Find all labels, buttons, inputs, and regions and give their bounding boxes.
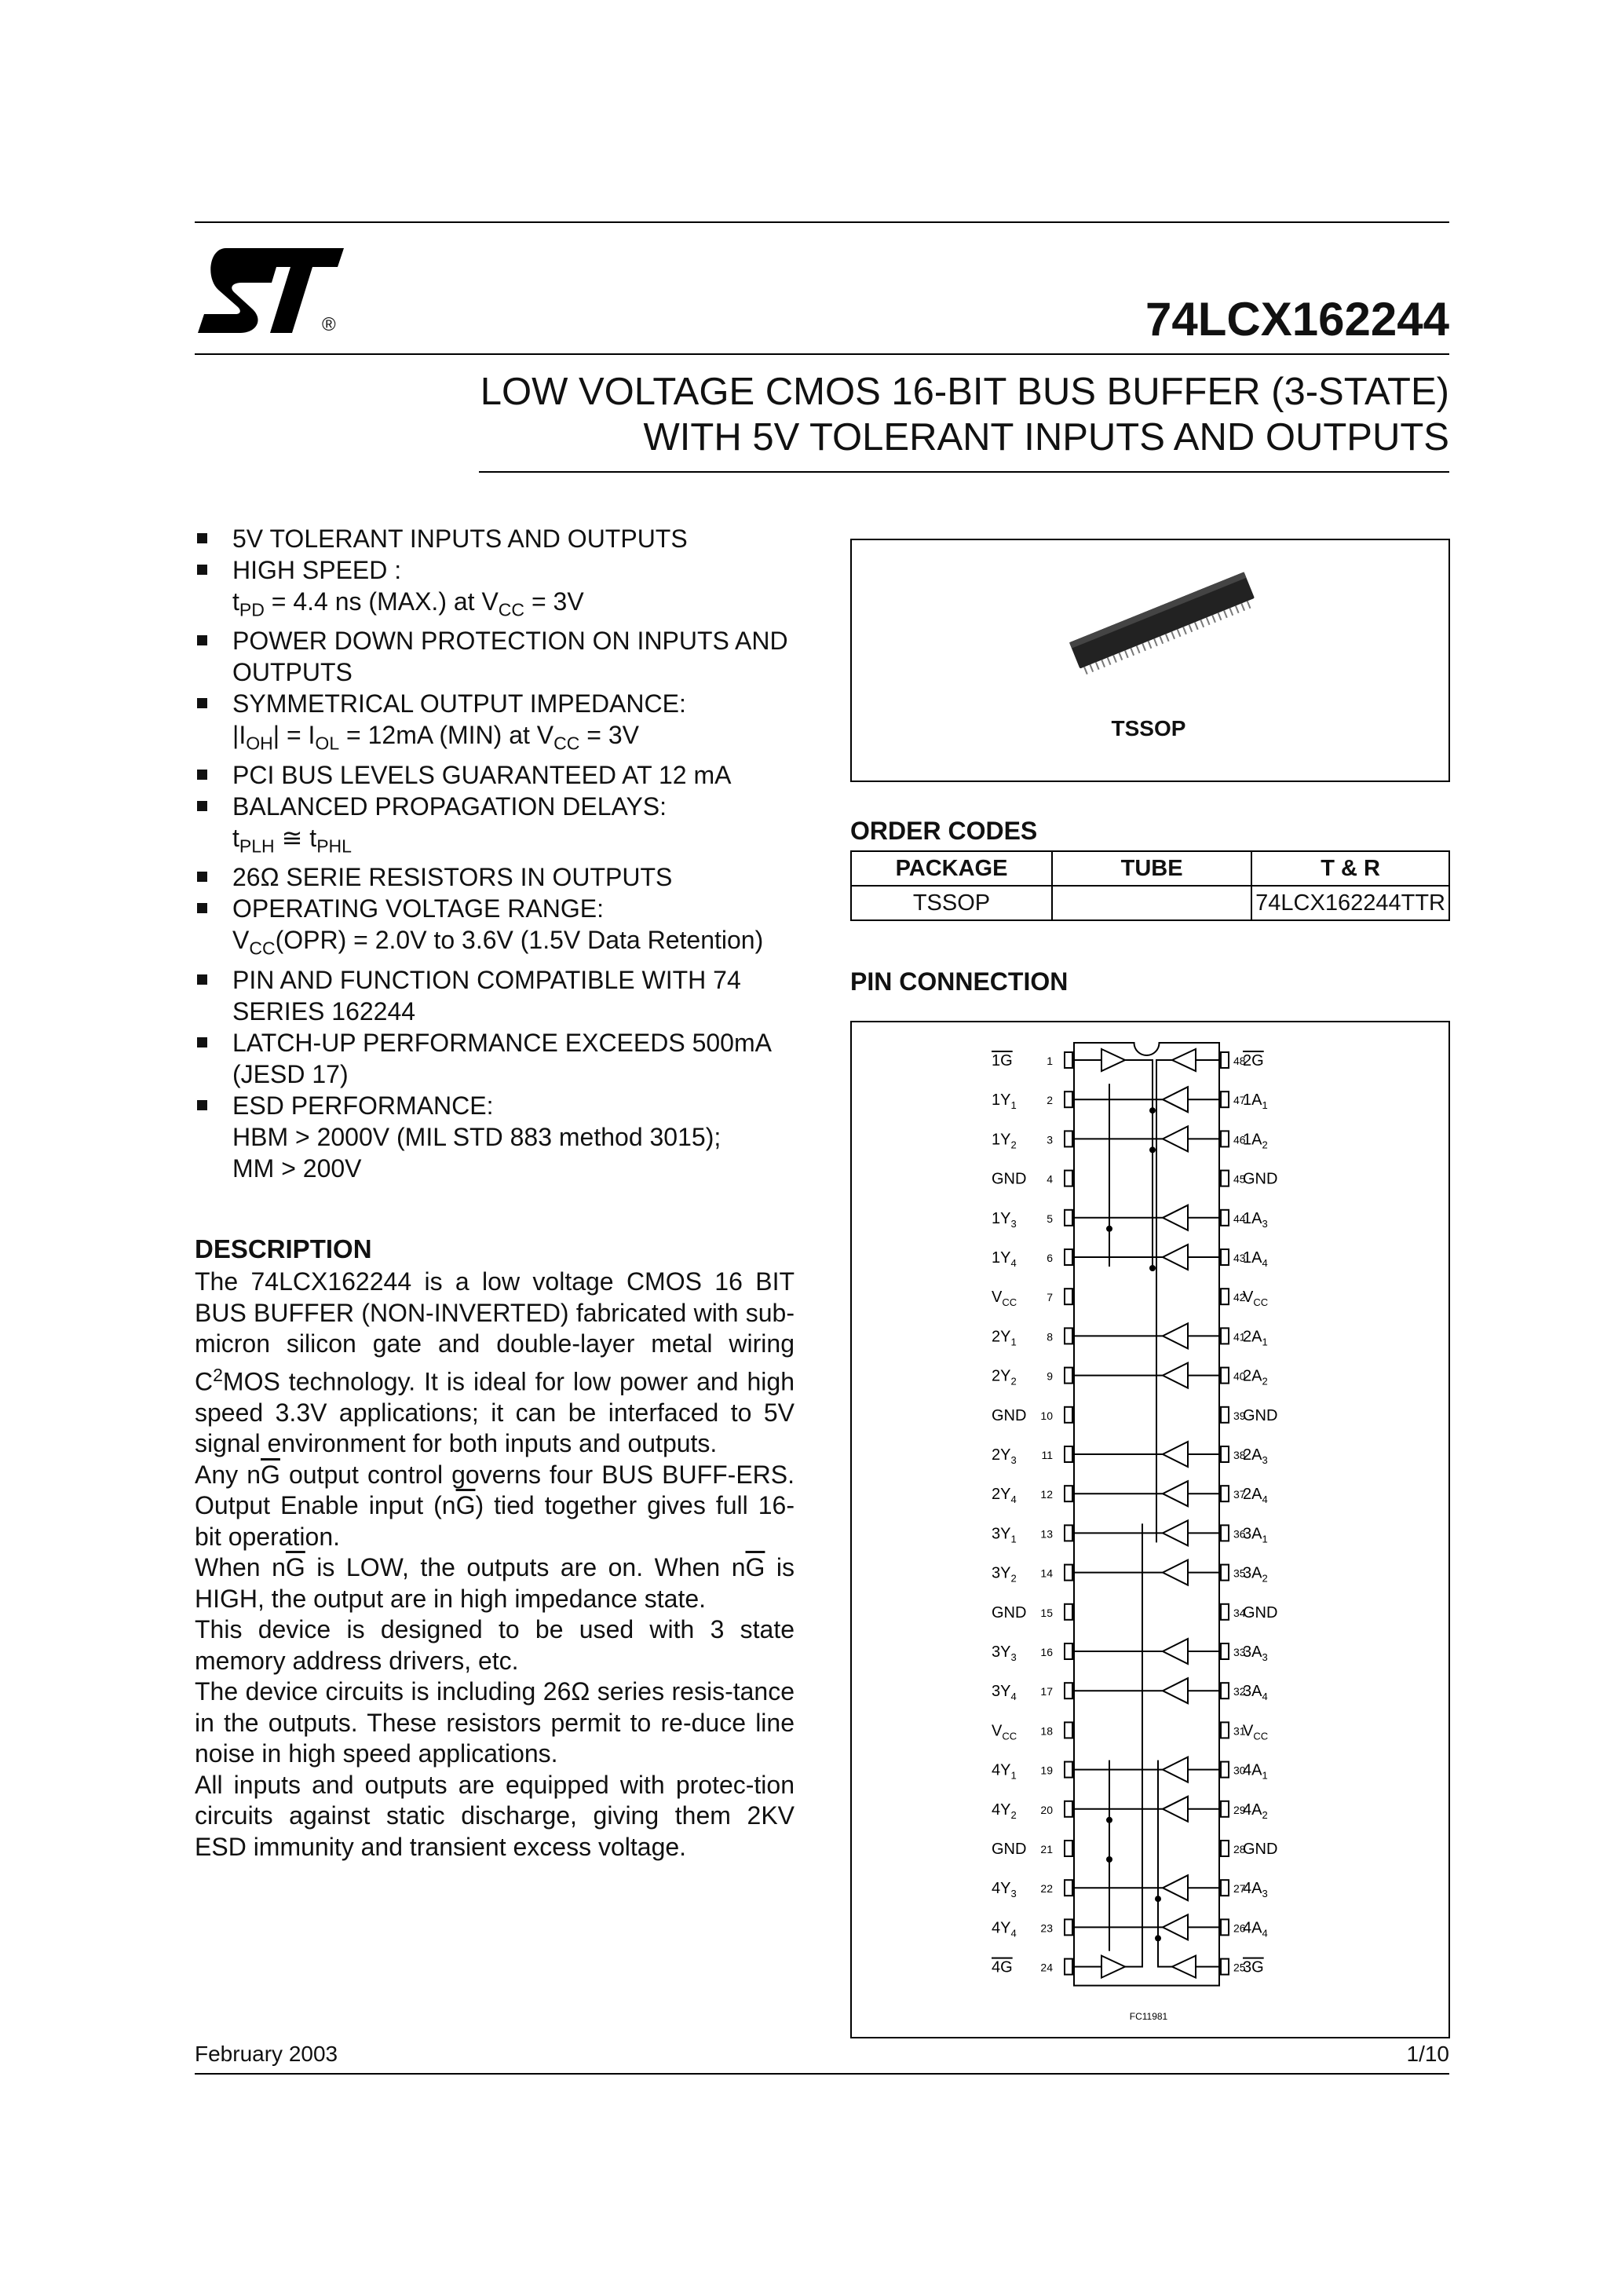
feature-impedance-detail: $|I_{OH}| = I_{OL} = 12mA$ (MIN) at $V_{CC} = 3V$ (232, 721, 639, 754)
pin-number: 34 (1233, 1606, 1246, 1619)
pin-number: 3 (1047, 1133, 1053, 1146)
footer-date: February 2003 (195, 2042, 338, 2066)
pin-tab-right (1221, 1328, 1229, 1344)
pin-tab-right (1221, 1525, 1229, 1541)
pin-connection-diagram (850, 1021, 1448, 2037)
pin-tab-left (1065, 1565, 1072, 1581)
feature-delay-detail: $t_{PLH}$ ≅ $t_{PHL}$ (232, 823, 352, 857)
pin-label: $V_{CC}$ (1243, 1289, 1269, 1309)
pin-number: 33 (1233, 1646, 1246, 1658)
pin-number: 14 (1040, 1567, 1053, 1580)
buffer-gate (1074, 1875, 1219, 1900)
registered-mark: ® (322, 314, 336, 335)
pin-tab-left (1065, 1683, 1072, 1698)
package-label: TSSOP (1111, 716, 1186, 740)
subtitle (298, 369, 1449, 460)
pin-label: $V_{CC}$ (992, 1289, 1017, 1309)
pin-label: $V_{CC}$ (992, 1722, 1017, 1742)
feature-esd-mm: MM > 200V (232, 1153, 362, 1183)
pin-label: $3A_3$ (1243, 1643, 1268, 1663)
pin-label: $3Y_2$ (992, 1564, 1017, 1585)
pin-label: $2A_3$ (1243, 1446, 1268, 1466)
enable-line-group2 (1156, 1060, 1172, 1542)
table-cell (1052, 886, 1251, 920)
description-paragraph: The 74LCX162244 is a low voltage CMOS 16 BIT BUS BUFFER (NON-INVERTED) fabricated with sub-micron silicon gate and double-layer metal wiring $C^2MOS$ technology. It is ideal for low power and high speed 3.3V applications; it can be interfaced to 5V signal environment for both inputs and outputs. (195, 1267, 795, 1458)
pin-tab-left (1065, 1722, 1072, 1738)
enable-driver-1g (1074, 1049, 1125, 1071)
pin-tab-right (1221, 1841, 1229, 1856)
pin-number: 4 (1047, 1172, 1053, 1186)
feature-list (195, 523, 791, 1184)
enable-line-group4 (1109, 1760, 1172, 1967)
pin-label: $4A_2$ (1243, 1801, 1268, 1821)
pin-number: 13 (1040, 1527, 1053, 1541)
pin-tab-right (1221, 1762, 1229, 1778)
pin-number: 36 (1233, 1527, 1246, 1541)
enable-driver-4g (1074, 1956, 1125, 1978)
pin-label: $V_{CC}$ (1243, 1722, 1269, 1742)
pin-tab-left (1065, 1604, 1072, 1620)
top-rule (195, 221, 1449, 223)
pin-tab-right (1221, 1919, 1229, 1935)
feature-item: POWER DOWN PROTECTION ON INPUTS AND OUTPUTS (195, 625, 791, 688)
description-body (195, 1267, 795, 1863)
pin-label: 4G (992, 1958, 1013, 1976)
pin-tab-right (1221, 1210, 1229, 1226)
pin-label: $3Y_3$ (992, 1643, 1017, 1663)
enable-line-group3 (1125, 1523, 1142, 1966)
pin-tab-right (1221, 1446, 1229, 1462)
pin-tab-right (1221, 1486, 1229, 1501)
pin-tab-left (1065, 1446, 1072, 1462)
pin-label: GND (992, 1406, 1027, 1424)
pin-label: $4A_1$ (1243, 1761, 1268, 1782)
pin-label: $3A_4$ (1243, 1683, 1268, 1703)
junction-dot (1149, 1146, 1156, 1153)
pin-number: 23 (1040, 1921, 1053, 1935)
pin-tab-right (1221, 1565, 1229, 1581)
pin-label: $1Y_1$ (992, 1091, 1017, 1112)
pin-number: 37 (1233, 1488, 1246, 1501)
pin-label: $2Y_3$ (992, 1446, 1017, 1466)
pin-label: $4Y_1$ (992, 1761, 1017, 1782)
pin-label: $2Y_2$ (992, 1367, 1017, 1387)
feature-item: ESD PERFORMANCE: HBM > 2000V (MIL STD 883 method 3015); MM > 200V (195, 1090, 791, 1184)
pin-label: $2A_1$ (1243, 1328, 1268, 1348)
enable-driver-3g (1172, 1956, 1219, 1978)
table-cell: 74LCX162244TTR (1251, 886, 1449, 920)
buffer-gate (1074, 1520, 1219, 1545)
pin-tab-right (1221, 1289, 1229, 1304)
pin-tab-left (1065, 1486, 1072, 1501)
buffer-gate (1074, 1678, 1219, 1703)
pin-tab-right (1221, 1131, 1229, 1146)
pin-label: GND (1243, 1841, 1278, 1858)
pin-number: 29 (1233, 1803, 1246, 1816)
order-codes-heading: ORDER CODES (850, 817, 1038, 845)
buffer-gate (1074, 1560, 1219, 1585)
title-rule (195, 353, 1449, 355)
pin-tab-right (1221, 1683, 1229, 1698)
pin-label: $3A_2$ (1243, 1564, 1268, 1585)
column-header: PACKAGE (851, 851, 1052, 886)
pin-number: 38 (1233, 1449, 1246, 1461)
pin-number: 17 (1040, 1685, 1053, 1698)
pin-number: 48 (1233, 1055, 1246, 1067)
pin-label: GND (992, 1603, 1027, 1621)
pin-number: 32 (1233, 1685, 1246, 1698)
description-paragraph: All inputs and outputs are equipped with protec-tion circuits against static discharge, giving them 2KV ESD immunity and transient excess voltage. (195, 1770, 795, 1861)
description-heading: DESCRIPTION (195, 1234, 372, 1263)
pin-label: 2G (1243, 1052, 1264, 1069)
pin-number: 42 (1233, 1291, 1246, 1304)
description-paragraph: Any $n\overline{G}$ output control governs four BUS BUFF-ERS. Output Enable input $(n\overline{G})$ tied together gives full 16-bit operation. (195, 1460, 795, 1551)
buffer-gate (1074, 1481, 1219, 1506)
pin-number: 19 (1040, 1764, 1053, 1777)
pin-tab-right (1221, 1249, 1229, 1265)
subtitle-rule (479, 471, 1449, 473)
subtitle-line-1: LOW VOLTAGE CMOS 16-BIT BUS BUFFER (3-STATE) (480, 371, 1449, 413)
pin-tab-left (1065, 1131, 1072, 1146)
buffer-gate (1074, 1205, 1219, 1230)
pin-label: $1Y_2$ (992, 1131, 1017, 1151)
junction-dot (1149, 1265, 1156, 1271)
buffer-gate (1074, 1126, 1219, 1151)
pin-tab-right (1221, 1959, 1229, 1975)
pin-tab-right (1221, 1052, 1229, 1068)
pin-label: $1A_1$ (1243, 1091, 1268, 1112)
pin-tab-left (1065, 1880, 1072, 1896)
pin-tab-right (1221, 1722, 1229, 1738)
pin-number: 18 (1040, 1724, 1053, 1738)
page-number: 1/10 (1406, 2042, 1449, 2066)
pin-number: 35 (1233, 1567, 1246, 1580)
pin-number: 26 (1233, 1921, 1246, 1935)
pin-number: 47 (1233, 1094, 1246, 1107)
pin-label: $4Y_4$ (992, 1919, 1017, 1940)
pin-number: 28 (1233, 1843, 1246, 1855)
footer-rule (195, 2073, 1449, 2075)
buffer-gate (1074, 1087, 1219, 1112)
buffer-gate (1074, 1323, 1219, 1348)
pin-label: $1A_2$ (1243, 1131, 1268, 1151)
pin-tab-right (1221, 1643, 1229, 1659)
pin-label: GND (1243, 1170, 1278, 1188)
pin-number: 22 (1040, 1882, 1053, 1896)
pin-number: 20 (1040, 1803, 1053, 1816)
pin-label: $3Y_4$ (992, 1683, 1017, 1703)
pin-label: $3A_1$ (1243, 1525, 1268, 1545)
pin-number: 31 (1233, 1724, 1246, 1738)
pin-connection-heading: PIN CONNECTION (850, 967, 1069, 996)
buffer-gate (1074, 1442, 1219, 1467)
feature-item: 5V TOLERANT INPUTS AND OUTPUTS (195, 523, 791, 554)
pin-label: $2Y_4$ (992, 1486, 1017, 1506)
pin-number: 2 (1047, 1094, 1053, 1107)
pin-tab-left (1065, 1171, 1072, 1186)
pin-tab-left (1065, 1525, 1072, 1541)
pin-label: $1Y_4$ (992, 1249, 1017, 1269)
pin-number: 46 (1233, 1133, 1246, 1146)
pin-label: $1A_4$ (1243, 1249, 1268, 1269)
pin-label: 1G (992, 1052, 1013, 1069)
pin-tab-left (1065, 1052, 1072, 1068)
column-header: T & R (1251, 851, 1449, 886)
pin-label: 3G (1243, 1958, 1264, 1976)
pin-label: $2A_2$ (1243, 1367, 1268, 1387)
pin-number: 11 (1041, 1449, 1053, 1461)
pin-label: GND (1243, 1406, 1278, 1424)
enable-driver-2g (1172, 1049, 1219, 1071)
buffer-gate (1074, 1797, 1219, 1822)
pin-number: 40 (1233, 1369, 1246, 1383)
pin-label: $4A_3$ (1243, 1880, 1268, 1900)
pin-label: $2A_4$ (1243, 1486, 1268, 1506)
enable-line-group1 (1109, 1060, 1153, 1267)
pin-number: 9 (1047, 1369, 1053, 1383)
pin-tab-right (1221, 1880, 1229, 1896)
pin-tab-right (1221, 1604, 1229, 1620)
table-header-row (851, 851, 1449, 886)
junction-dot (1106, 1226, 1112, 1232)
table-row (851, 886, 1449, 920)
feature-item: PIN AND FUNCTION COMPATIBLE WITH 74 SERIES 162244 (195, 964, 791, 1027)
pin-tab-left (1065, 1841, 1072, 1856)
pin-number: 5 (1047, 1212, 1053, 1225)
pin-number: 16 (1040, 1646, 1053, 1658)
pin-number: 43 (1233, 1252, 1246, 1264)
feature-item: LATCH-UP PERFORMANCE EXCEEDS 500mA (JESD 17) (195, 1027, 791, 1090)
pin-number: 1 (1047, 1055, 1053, 1067)
junction-dot (1155, 1896, 1161, 1902)
order-codes-table (850, 850, 1450, 921)
feature-item: OPERATING VOLTAGE RANGE: $V_{CC}(OPR) = 2.0V$ to 3.6V (1.5V Data Retention) (195, 893, 791, 963)
pin-tab-right (1221, 1171, 1229, 1186)
junction-dot (1149, 1107, 1156, 1113)
description-paragraph: The device circuits is including 26Ω series resis-tance in the outputs. These resistors permit to re-duce line noise in high speed applications. (195, 1677, 795, 1768)
buffer-gate (1074, 1639, 1219, 1664)
buffer-gate (1074, 1914, 1219, 1940)
description-paragraph: When $n\overline{G}$ is LOW, the outputs are on. When $n\overline{G}$ is HIGH, the output are in high impedance state. (195, 1553, 795, 1613)
pin-label: $4Y_3$ (992, 1880, 1017, 1900)
pin-tab-right (1221, 1801, 1229, 1817)
pin-tab-left (1065, 1762, 1072, 1778)
pin-number: 21 (1040, 1843, 1053, 1855)
description-paragraph: This device is designed to be used with 3 state memory address drivers, etc. (195, 1615, 795, 1675)
pin-number: 8 (1047, 1330, 1053, 1344)
pin-label: GND (992, 1841, 1027, 1858)
column-header: TUBE (1052, 851, 1251, 886)
pin-number: 45 (1233, 1172, 1246, 1186)
ic-body (1074, 1043, 1219, 1986)
pin-number: 6 (1047, 1252, 1053, 1264)
feature-esd-hbm: HBM > 2000V (MIL STD 883 method 3015); (232, 1122, 721, 1151)
junction-dot (1155, 1935, 1161, 1941)
pin-tab-left (1065, 1328, 1072, 1344)
pin-tab-left (1065, 1249, 1072, 1265)
table-cell: TSSOP (851, 886, 1052, 920)
pin-number: 30 (1233, 1764, 1246, 1777)
pin-label: $1A_3$ (1243, 1209, 1268, 1230)
pin-number: 41 (1233, 1330, 1246, 1344)
pin-tab-left (1065, 1091, 1072, 1107)
pin-tab-left (1065, 1643, 1072, 1659)
pin-number: 39 (1233, 1409, 1246, 1422)
pin-tab-left (1065, 1407, 1072, 1423)
pin-label: $4Y_2$ (992, 1801, 1017, 1821)
pin-tab-right (1221, 1407, 1229, 1423)
junction-dot (1106, 1817, 1112, 1823)
buffer-gate (1074, 1363, 1219, 1388)
pin-label: $2Y_1$ (992, 1328, 1017, 1348)
feature-voltage-detail: $V_{CC}(OPR) = 2.0V$ to 3.6V (1.5V Data Retention) (232, 926, 764, 959)
feature-speed-detail: $t_{PD} = 4.4$ ns (MAX.) at $V_{CC} = 3V$ (232, 587, 584, 620)
part-number-title: 74LCX162244 (1145, 293, 1449, 345)
pin-tab-left (1065, 1289, 1072, 1304)
feature-item: PCI BUS LEVELS GUARANTEED AT 12 mA (195, 759, 791, 791)
pin-number: 12 (1040, 1488, 1053, 1501)
pin-number: 27 (1233, 1882, 1246, 1896)
pin-tab-left (1065, 1959, 1072, 1975)
pin-number: 44 (1233, 1212, 1246, 1225)
buffer-gate (1074, 1245, 1219, 1270)
pin-tab-right (1221, 1368, 1229, 1384)
feature-item: 26Ω SERIE RESISTORS IN OUTPUTS (195, 861, 791, 893)
pin-number: 15 (1040, 1606, 1053, 1619)
pin-tab-left (1065, 1368, 1072, 1384)
figure-code: FC11981 (1129, 2011, 1168, 2022)
pin-label: GND (992, 1170, 1027, 1188)
subtitle-line-2: WITH 5V TOLERANT INPUTS AND OUTPUTS (643, 416, 1449, 459)
pin-label: GND (1243, 1603, 1278, 1621)
pin-number: 7 (1047, 1291, 1053, 1304)
pin-number: 24 (1040, 1961, 1053, 1974)
pin-label: $1Y_3$ (992, 1209, 1017, 1230)
feature-item: HIGH SPEED : $t_{PD} = 4.4$ ns (MAX.) at $V_{CC} = 3V$ (195, 554, 791, 625)
feature-item: BALANCED PROPAGATION DELAYS: $t_{PLH}$ ≅ $t_{PHL}$ (195, 791, 791, 861)
feature-item: SYMMETRICAL OUTPUT IMPEDANCE: $|I_{OH}| = I_{OL} = 12mA$ (MIN) at $V_{CC} = 3V$ (195, 688, 791, 759)
buffer-gate (1074, 1757, 1219, 1782)
tssop-package-image (1044, 558, 1280, 683)
pin-number: 10 (1040, 1409, 1053, 1422)
pin-tab-right (1221, 1091, 1229, 1107)
junction-dot (1106, 1856, 1112, 1863)
pin-number: 25 (1233, 1961, 1246, 1974)
pin-tab-left (1065, 1210, 1072, 1226)
pin-tab-left (1065, 1919, 1072, 1935)
pin-tab-left (1065, 1801, 1072, 1817)
pin-label: $4A_4$ (1243, 1919, 1268, 1940)
pin-label: $3Y_1$ (992, 1525, 1017, 1545)
